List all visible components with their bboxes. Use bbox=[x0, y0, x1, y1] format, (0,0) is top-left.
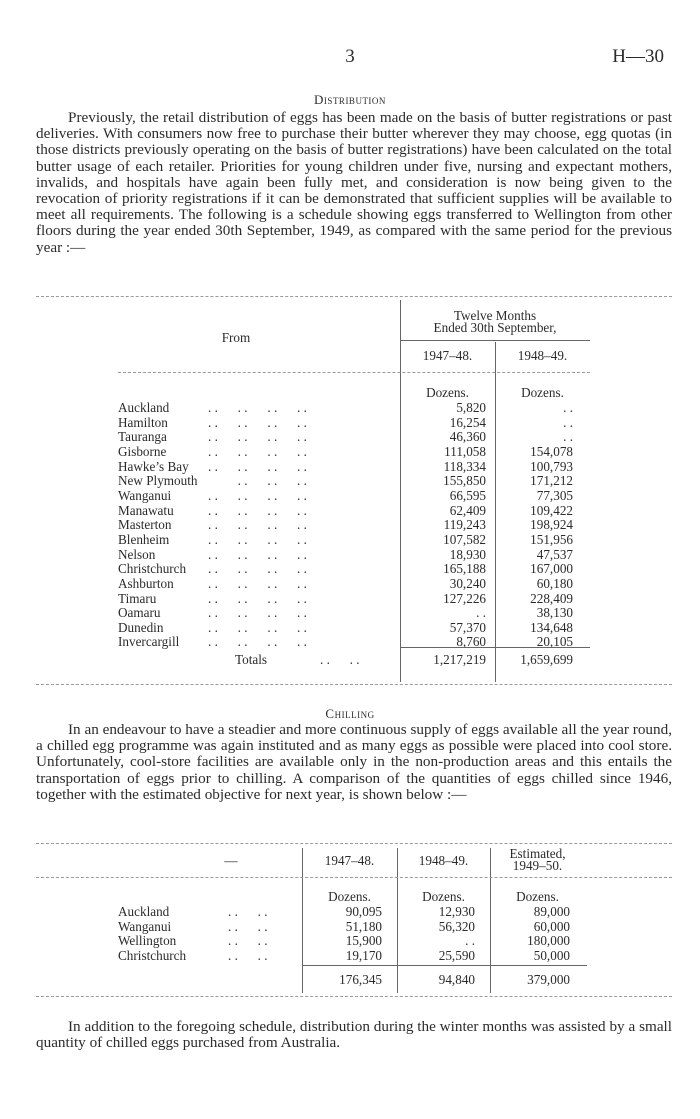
row-value-1947-48: 118,334 bbox=[443, 458, 486, 474]
row-value-1948-49: 47,537 bbox=[536, 546, 573, 562]
row-value-1948-49: 154,078 bbox=[530, 443, 573, 459]
row-value-1947-48: 90,095 bbox=[345, 904, 382, 919]
row-leader-dots: . . . . . . . . bbox=[208, 605, 307, 621]
row-name: Nelson bbox=[118, 546, 156, 562]
row-name: Hawke’s Bay bbox=[118, 458, 189, 474]
row-name: Gisborne bbox=[118, 443, 167, 459]
row-value-1948-49: 25,590 bbox=[438, 947, 475, 963]
distribution-heading: Distribution bbox=[314, 92, 386, 107]
row-value-1947-48: 51,180 bbox=[345, 918, 382, 934]
row-leader-dots: . . . . . . bbox=[208, 473, 307, 489]
row-name: Manawatu bbox=[118, 502, 174, 518]
unit-1948-49: Dozens. bbox=[422, 889, 465, 904]
unit-1948-49: Dozens. bbox=[521, 385, 564, 400]
total-1947-48: 1,217,219 bbox=[433, 652, 486, 667]
row-leader-dots: . . . . . . . . bbox=[208, 561, 307, 577]
row-leader-dots: . . . . . . . . bbox=[208, 429, 307, 445]
page-number: 3 bbox=[345, 46, 355, 67]
row-leader-dots: . . . . . . . . bbox=[208, 400, 307, 415]
row-value-1949-50: 89,000 bbox=[533, 904, 570, 919]
from-header: From bbox=[221, 330, 251, 345]
row-leader-dots: . . . . . . . . bbox=[208, 634, 307, 650]
row-value-1947-48: 119,243 bbox=[443, 517, 486, 533]
row-name: Tauranga bbox=[118, 429, 167, 445]
document-code: H—30 bbox=[612, 46, 664, 67]
group-header: Twelve Months Ended 30th September, bbox=[433, 308, 557, 335]
row-value-1947-48: 66,595 bbox=[449, 487, 486, 503]
totals-label: Totals bbox=[235, 652, 268, 667]
row-leader-dots: . . . . . . . . bbox=[208, 443, 307, 459]
row-value-1947-48: 111,058 bbox=[444, 443, 486, 459]
row-name: Wanganui bbox=[118, 487, 172, 503]
unit-1947-48: Dozens. bbox=[426, 385, 469, 400]
table-bottom-rule bbox=[36, 996, 672, 997]
total-1949-50: 379,000 bbox=[527, 972, 570, 987]
row-name: Masterton bbox=[118, 517, 172, 533]
row-value-1947-48: 19,170 bbox=[345, 947, 382, 963]
total-1947-48: 176,345 bbox=[339, 972, 382, 987]
row-leader-dots: . . . . bbox=[228, 933, 268, 948]
totals-rule bbox=[302, 965, 587, 966]
totals-rule bbox=[400, 647, 590, 648]
total-1948-49: 94,840 bbox=[438, 972, 475, 987]
row-leader-dots: . . . . bbox=[228, 947, 268, 963]
row-value-1947-48: 46,360 bbox=[449, 429, 486, 445]
unit-1947-48: Dozens. bbox=[328, 889, 371, 904]
row-name: Auckland bbox=[118, 904, 170, 919]
unit-1949-50: Dozens. bbox=[516, 889, 559, 904]
row-value-1947-48: 155,850 bbox=[443, 473, 486, 489]
row-value-1948-49: 228,409 bbox=[530, 590, 573, 606]
row-value-1948-49: 134,648 bbox=[530, 619, 573, 635]
row-value-1948-49: 20,105 bbox=[536, 634, 573, 650]
row-name: Wanganui bbox=[118, 918, 172, 934]
table-top-rule bbox=[36, 843, 672, 844]
row-value-1947-48: . . bbox=[476, 605, 486, 621]
row-name: Blenheim bbox=[118, 531, 170, 547]
distribution-paragraph: Previously, the retail distribution of eggs has been made on the basis of butter registrations or past deliveries. With consumers now free to purchase their butter wherever they may choose, egg quotas (in those districts previously operating on the basis of butter registrations) have been calculated on the total butter usage of each retailer. Priorities for young children under five, nursing and expectant mothers, invalids, and hospitals have again been fully met, and consideration is now being given to the revocation of priority registrations if it can be demonstrated that sufficient supplies will be available to meet all requirements. The following is a schedule showing eggs transferred to Wellington from other floors during the year ended 30th September, 1949, as compared with the same period for the previous year :— bbox=[36, 109, 672, 256]
row-value-1948-49: 100,793 bbox=[530, 458, 573, 474]
row-value-1947-48: 18,930 bbox=[449, 546, 486, 562]
group-header-rule bbox=[400, 340, 590, 341]
table-top-rule bbox=[36, 296, 672, 297]
row-value-1948-49: 38,130 bbox=[536, 605, 573, 621]
stub-header: — bbox=[224, 853, 238, 868]
row-leader-dots: . . . . . . . . bbox=[208, 458, 307, 474]
row-name: Auckland bbox=[118, 400, 170, 415]
row-value-1948-49: 198,924 bbox=[530, 517, 573, 533]
closing-paragraph: In addition to the foregoing schedule, distribution during the winter months was assisted by a small quantity of chilled eggs purchased from Australia. bbox=[36, 1018, 672, 1052]
row-name: Hamilton bbox=[118, 414, 168, 430]
row-value-1948-49: . . bbox=[563, 400, 573, 415]
row-value-1948-49: 109,422 bbox=[530, 502, 573, 518]
row-value-1948-49: 60,180 bbox=[536, 575, 573, 591]
chilling-heading: Chilling bbox=[325, 706, 375, 721]
table-bottom-rule bbox=[36, 684, 672, 685]
row-name: Christchurch bbox=[118, 947, 187, 963]
totals-leader-dots: . . . . bbox=[320, 652, 360, 667]
row-leader-dots: . . . . bbox=[228, 918, 268, 934]
row-value-1948-49: . . bbox=[465, 933, 475, 948]
row-value-1948-49: 151,956 bbox=[530, 531, 573, 547]
col-estimated-1949-50: Estimated, 1949–50. bbox=[509, 846, 566, 873]
col-1948-49: 1948–49. bbox=[418, 853, 469, 868]
chilling-paragraph: In an endeavour to have a steadier and more continuous supply of eggs available all the year round, a chilled egg programme was again instituted and as many eggs as possible were placed into cool store. Unfortunately, cool-store facilities are available only in the non-production areas and this entails the transportation of eggs prior to chilling. A comparison of the quantities of eggs chilled since 1946, together with the estimated objective for next year, is shown below :— bbox=[36, 721, 672, 803]
row-leader-dots: . . . . . . . . bbox=[208, 546, 307, 562]
row-leader-dots: . . . . . . . . bbox=[208, 502, 307, 518]
row-name: Dunedin bbox=[118, 619, 164, 635]
row-leader-dots: . . . . bbox=[228, 904, 268, 919]
row-value-1947-48: 57,370 bbox=[449, 619, 486, 635]
col-1947-48: 1947–48. bbox=[324, 853, 375, 868]
row-name: Wellington bbox=[118, 933, 177, 948]
row-name: Christchurch bbox=[118, 561, 187, 577]
row-value-1947-48: 165,188 bbox=[443, 561, 486, 577]
row-name: Timaru bbox=[118, 590, 157, 606]
row-value-1947-48: 62,409 bbox=[449, 502, 486, 518]
col-1947-48: 1947–48. bbox=[422, 348, 473, 363]
row-value-1948-49: 167,000 bbox=[530, 561, 573, 577]
row-leader-dots: . . . . . . . . bbox=[208, 531, 307, 547]
row-name: Invercargill bbox=[118, 634, 180, 650]
row-value-1947-48: 16,254 bbox=[449, 414, 486, 430]
row-value-1948-49: 77,305 bbox=[536, 487, 573, 503]
row-leader-dots: . . . . . . . . bbox=[208, 487, 307, 503]
row-value-1947-48: 15,900 bbox=[345, 933, 382, 948]
row-value-1949-50: 180,000 bbox=[527, 933, 570, 948]
row-value-1947-48: 5,820 bbox=[456, 400, 486, 415]
row-value-1948-49: 56,320 bbox=[438, 918, 475, 934]
row-value-1947-48: 107,582 bbox=[443, 531, 486, 547]
row-value-1949-50: 50,000 bbox=[533, 947, 570, 963]
col-1948-49: 1948–49. bbox=[517, 348, 568, 363]
total-1948-49: 1,659,699 bbox=[520, 652, 573, 667]
row-name: Ashburton bbox=[118, 575, 174, 591]
row-name: New Plymouth bbox=[118, 473, 198, 489]
row-value-1949-50: 60,000 bbox=[533, 918, 570, 934]
row-value-1948-49: 12,930 bbox=[438, 904, 475, 919]
row-value-1947-48: 8,760 bbox=[456, 634, 486, 650]
row-leader-dots: . . . . . . . . bbox=[208, 517, 307, 533]
row-leader-dots: . . . . . . . . bbox=[208, 575, 307, 591]
row-value-1947-48: 30,240 bbox=[449, 575, 486, 591]
row-value-1948-49: . . bbox=[563, 414, 573, 430]
row-name: Oamaru bbox=[118, 605, 161, 621]
header-bottom-rule bbox=[118, 372, 590, 373]
row-leader-dots: . . . . . . . . bbox=[208, 414, 307, 430]
row-leader-dots: . . . . . . . . bbox=[208, 619, 307, 635]
row-value-1948-49: 171,212 bbox=[530, 473, 573, 489]
row-leader-dots: . . . . . . . . bbox=[208, 590, 307, 606]
row-value-1948-49: . . bbox=[563, 429, 573, 445]
row-value-1947-48: 127,226 bbox=[443, 590, 486, 606]
header-bottom-rule bbox=[36, 877, 672, 878]
